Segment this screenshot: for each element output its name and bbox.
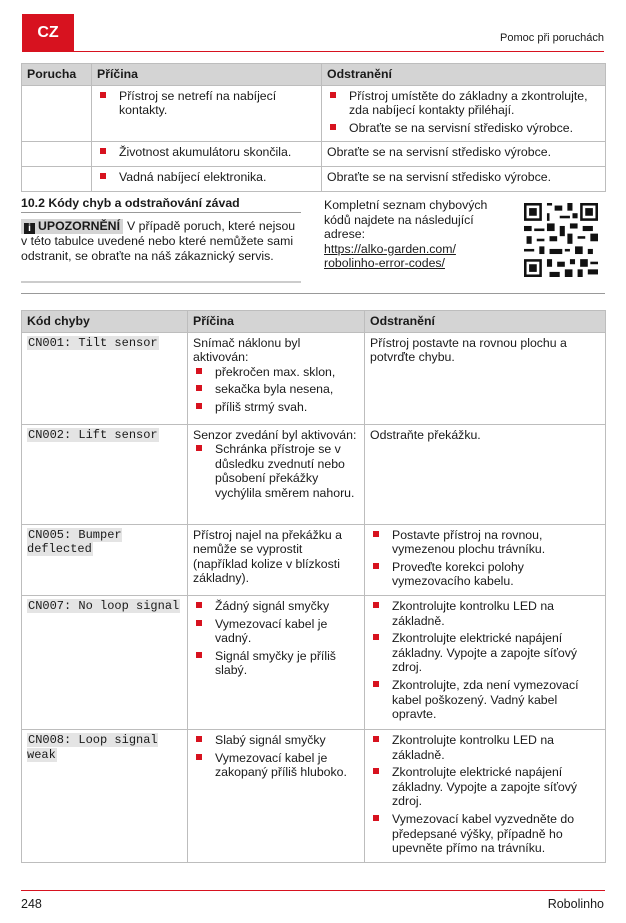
error-code: CN001: Tilt sensor	[28, 335, 158, 350]
list-item: Vymezovací kabel je zakopaný příliš hluboko.	[193, 751, 359, 780]
list-item: Životnost akumulátoru skončila.	[97, 145, 316, 160]
section-title: Pomoc při poruchách	[500, 32, 604, 44]
page-number: 248	[21, 897, 42, 911]
cause-text: Senzor zvedání byl aktivován:	[193, 427, 357, 442]
notice-rule	[21, 281, 301, 283]
list-item: Vymezovací kabel je vadný.	[193, 617, 359, 646]
error-code: CN002: Lift sensor	[28, 427, 158, 442]
list-item: Vymezovací kabel vyzvedněte do předepsané výšky, případně ho upevněte přímo na trávníku.	[370, 812, 600, 856]
list-item: Slabý signál smyčky	[193, 733, 359, 748]
error-code: CN005: Bumper deflected	[27, 527, 122, 557]
error-codes-link[interactable]: https://alko-garden.com/ robolinho-error-codes/	[324, 241, 456, 271]
remedy-text: Přístroj postavte na rovnou plochu a potvrďte chybu.	[365, 332, 606, 424]
list-item: Zkontrolujte elektrické napájení základny. Vypojte a zapojte síťový zdroj.	[370, 631, 600, 675]
column-header: Odstranění	[322, 64, 606, 86]
cause-text: Přístroj najel na překážku a nemůže se vyprostit (například kolize v blízkosti základny).	[188, 524, 365, 595]
list-item: Schránka přístroje se v důsledku zvednutí nebo působení překážky vychýlila směrem nahoru.	[193, 442, 359, 500]
column-header: Příčina	[188, 311, 365, 333]
table-row	[22, 142, 606, 167]
list-item: Vadná nabíjecí elektronika.	[97, 170, 316, 185]
footer-rule	[21, 890, 605, 891]
odstraneni-cell: Obraťte se na servisní středisko výrobce.	[322, 166, 606, 191]
table-row	[22, 424, 606, 524]
list-item: příliš strmý svah.	[193, 400, 359, 415]
list-item: Zkontrolujte kontrolku LED na základně.	[370, 733, 600, 762]
language-tab: CZ	[22, 14, 74, 52]
subsection-rule	[21, 212, 301, 213]
table-row	[22, 729, 606, 862]
list-item: Přístroj se netrefí na nabíjecí kontakty.	[97, 89, 316, 118]
subsection-title: 10.2 Kódy chyb a odstraňování závad	[21, 196, 240, 210]
list-item: Zkontrolujte elektrické napájení základny. Vypojte a zapojte síťový zdroj.	[370, 765, 600, 809]
list-item: sekačka byla nesena,	[193, 382, 359, 397]
separator-rule	[21, 293, 605, 294]
notice-box	[21, 219, 301, 263]
list-item: Zkontrolujte kontrolku LED na základně.	[370, 599, 600, 628]
error-codes-table	[21, 310, 606, 863]
list-item: Signál smyčky je příliš slabý.	[193, 649, 359, 678]
remedy-text: Odstraňte překážku.	[365, 424, 606, 524]
error-code-info	[324, 198, 514, 271]
column-header: Kód chyby	[22, 311, 188, 333]
error-code-info-text: Kompletní seznam chybových kódů najdete na následující adrese:	[324, 198, 488, 242]
product-name: Robolinho	[547, 897, 604, 911]
header-rule	[74, 51, 604, 52]
list-item: Přístroj umístěte do základny a zkontrolujte, zda nabíjecí kontakty přiléhají.	[327, 89, 600, 118]
error-code: CN007: No loop signal	[28, 598, 180, 613]
table-row	[22, 166, 606, 191]
list-item: překročen max. sklon,	[193, 365, 359, 380]
list-item: Zkontrolujte, zda není vymezovací kabel poškozený. Vadný kabel opravte.	[370, 678, 600, 722]
cause-text: Snímač náklonu byl aktivován:	[193, 335, 301, 365]
column-header: Příčina	[92, 64, 322, 86]
list-item: Obraťte se na servisní středisko výrobce.	[327, 121, 600, 136]
notice-badge	[21, 219, 123, 234]
list-item: Žádný signál smyčky	[193, 599, 359, 614]
info-icon: i	[24, 223, 35, 234]
list-item: Postavte přístroj na rovnou, vymezenou plochu trávníku.	[370, 528, 600, 557]
table-row	[22, 595, 606, 729]
notice-label: UPOZORNĚNÍ	[38, 219, 120, 233]
list-item: Proveďte korekci polohy vymezovacího kabelu.	[370, 560, 600, 589]
column-header: Odstranění	[365, 311, 606, 333]
porucha-cell	[22, 166, 92, 191]
error-code: CN008: Loop signal weak	[27, 732, 158, 762]
table-row	[22, 85, 606, 142]
odstraneni-cell: Obraťte se na servisní středisko výrobce.	[322, 142, 606, 167]
qr-code-icon	[524, 203, 598, 277]
troubleshooting-table	[21, 63, 606, 192]
table-row	[22, 524, 606, 595]
porucha-cell	[22, 85, 92, 142]
table-row	[22, 332, 606, 424]
notice-text: V případě poruch, které nejsou v této tabulce uvedené nebo které nemůžete sami odstranit, se obraťte na náš zákaznický servis.	[21, 219, 296, 263]
porucha-cell	[22, 142, 92, 167]
column-header: Porucha	[22, 64, 92, 86]
